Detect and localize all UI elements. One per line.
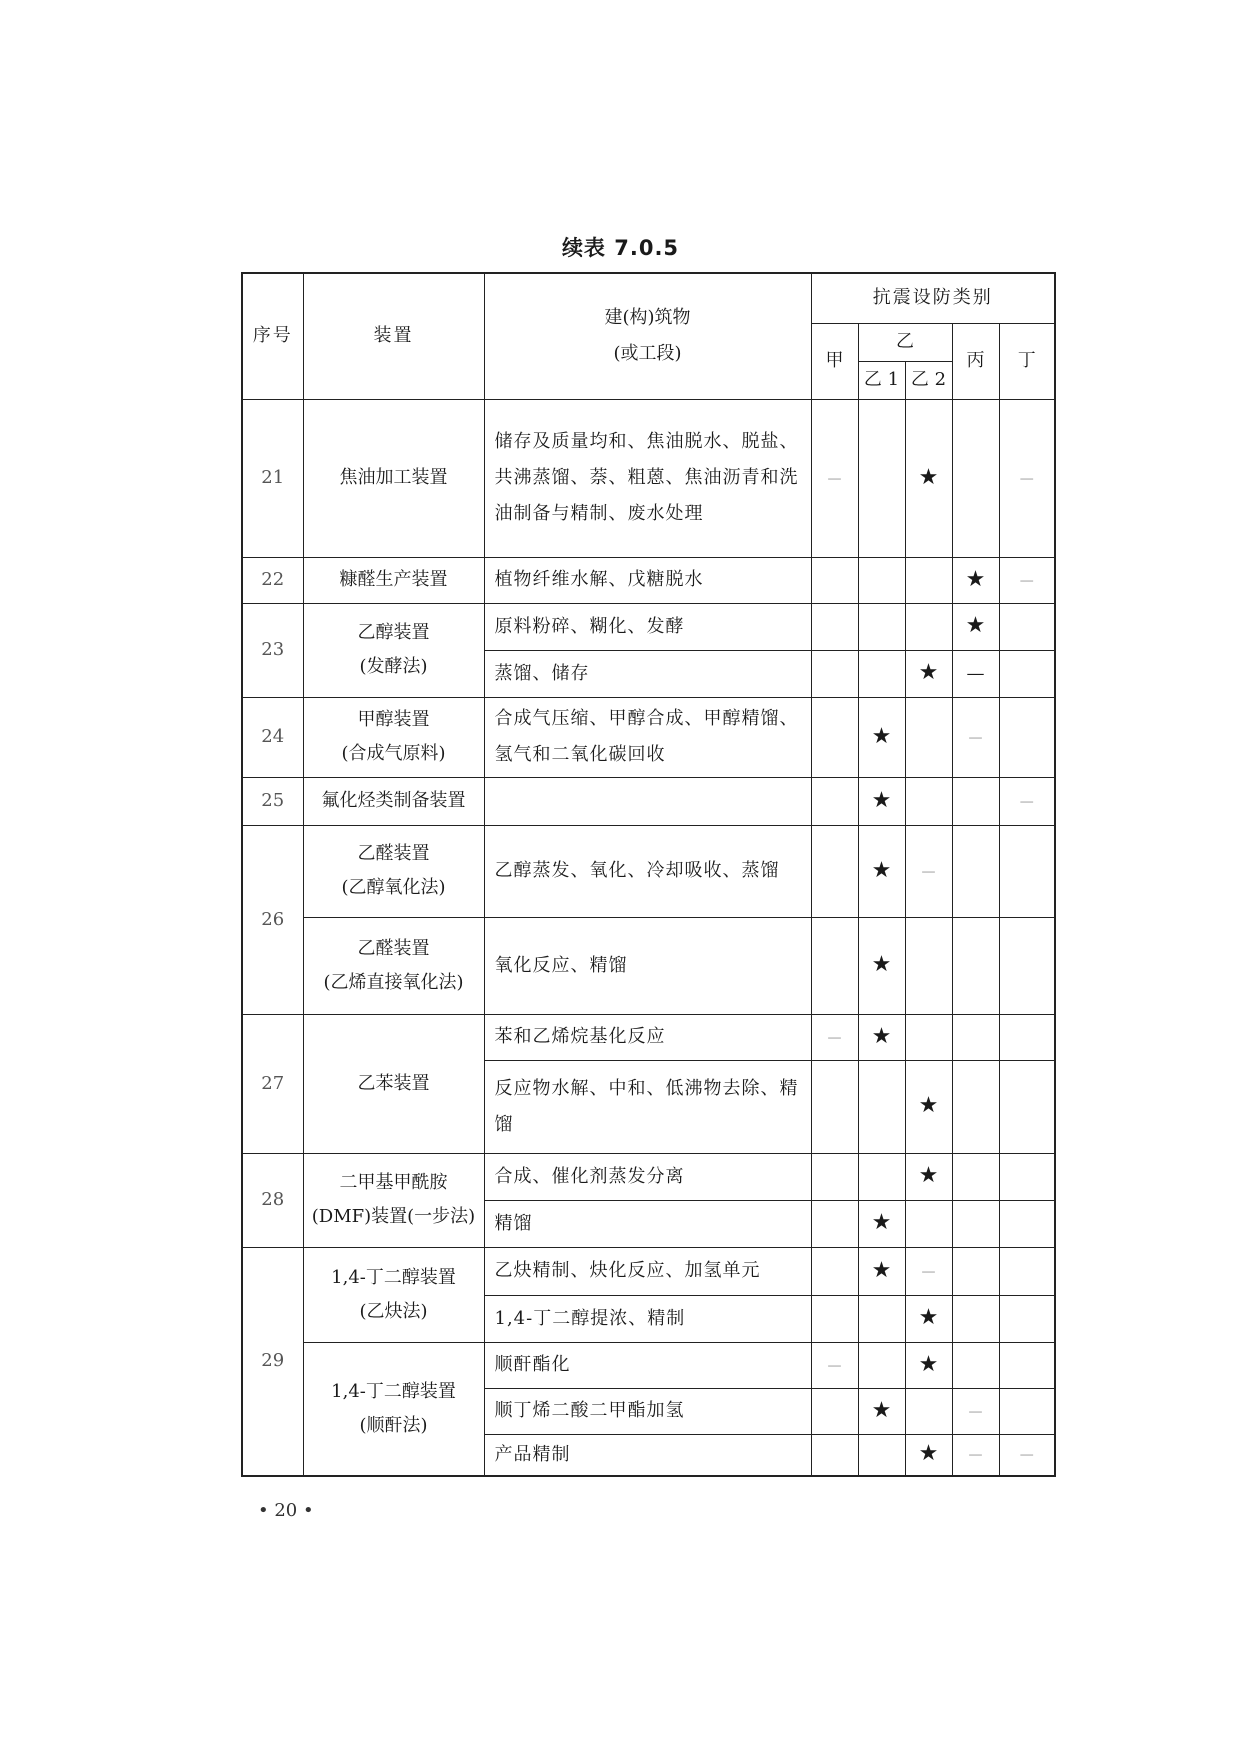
device-name: 糠醛生产装置 (303, 557, 484, 603)
cell-ding (999, 650, 1055, 697)
cell-yi2 (905, 1153, 952, 1200)
page-number: • 20 • (258, 1500, 314, 1521)
cell-yi1 (858, 825, 905, 917)
cell-bing (952, 1388, 999, 1434)
row-number: 26 (242, 825, 303, 1014)
facility-name: 蒸馏、储存 (484, 650, 811, 697)
header-seq: 序号 (242, 273, 303, 399)
device-name-line1: 1,4-丁二醇装置 (331, 1380, 456, 1402)
cell-yi2 (905, 1388, 952, 1434)
cell-bing (952, 917, 999, 1014)
row-number: 27 (242, 1014, 303, 1153)
facility-name: 储存及质量均和、焦油脱水、脱盐、共沸蒸馏、萘、粗蒽、焦油沥青和洗油制备与精制、废水处理 (484, 399, 811, 557)
cell-ding (999, 1153, 1055, 1200)
row-number: 28 (242, 1153, 303, 1247)
header-facility-line1: 建(构)筑物 (604, 307, 691, 329)
cell-jia (811, 1247, 858, 1295)
cell-bing (952, 1295, 999, 1342)
device-name: 焦油加工装置 (303, 399, 484, 557)
star-mark: ★ (871, 1023, 892, 1049)
cell-ding (999, 1014, 1055, 1060)
star-mark: ★ (918, 1351, 939, 1377)
table-title: 续表 7.0.5 (561, 236, 680, 260)
dash-mark: — (1019, 793, 1034, 810)
device-name-line1: 乙醛装置 (357, 843, 430, 864)
seismic-category-table (241, 272, 1056, 1477)
device-name-line1: 甲醇装置 (357, 709, 430, 730)
cell-yi2 (905, 825, 952, 917)
cell-ding (999, 399, 1055, 557)
cell-jia (811, 697, 858, 777)
device-name-line1: 1,4-丁二醇装置 (331, 1266, 456, 1288)
cell-jia (811, 1200, 858, 1247)
cell-ding (999, 1295, 1055, 1342)
device-name-line2: (乙炔法) (359, 1300, 428, 1322)
facility-name (484, 777, 811, 825)
device-name-line2: (乙醇氧化法) (341, 877, 446, 898)
header-facility-line2: (或工段) (613, 343, 682, 365)
device-name (303, 1153, 484, 1247)
cell-jia (811, 1388, 858, 1434)
cell-jia (811, 399, 858, 557)
dash-mark: — (966, 662, 985, 684)
device-name-line2: (DMF)装置(一步法) (311, 1206, 476, 1227)
cell-ding (999, 697, 1055, 777)
device-name-line1: 乙醛装置 (357, 937, 430, 959)
cell-yi1 (858, 1434, 905, 1476)
cell-yi2 (905, 650, 952, 697)
cell-yi1 (858, 1060, 905, 1153)
cell-jia (811, 777, 858, 825)
dash-mark: — (921, 863, 936, 880)
cell-yi2 (905, 1014, 952, 1060)
facility-name: 产品精制 (484, 1434, 811, 1476)
cell-ding (999, 1434, 1055, 1476)
cell-bing (952, 825, 999, 917)
facility-name: 原料粉碎、糊化、发酵 (484, 603, 811, 650)
cell-yi2 (905, 1434, 952, 1476)
dash-mark: — (968, 1403, 983, 1420)
facility-name: 合成、催化剂蒸发分离 (484, 1153, 811, 1200)
row-number: 22 (242, 557, 303, 603)
star-mark: ★ (871, 1210, 892, 1235)
star-mark: ★ (871, 857, 892, 883)
header-jia: 甲 (811, 323, 858, 399)
cell-jia (811, 1295, 858, 1342)
device-name (303, 1247, 484, 1342)
cell-jia (811, 557, 858, 603)
cell-jia (811, 650, 858, 697)
cell-yi1 (858, 1342, 905, 1388)
device-name-line2: (合成气原料) (341, 743, 446, 764)
cell-ding (999, 603, 1055, 650)
header-yi2: 乙 2 (905, 361, 952, 399)
facility-name: 苯和乙烯烷基化反应 (484, 1014, 811, 1060)
star-mark: ★ (918, 464, 939, 490)
row-number: 21 (242, 399, 303, 557)
device-name (303, 697, 484, 777)
cell-yi2 (905, 1060, 952, 1153)
facility-name: 氧化反应、精馏 (484, 917, 811, 1014)
cell-bing (952, 697, 999, 777)
device-name-line1: 乙醇装置 (357, 622, 430, 643)
cell-bing (952, 603, 999, 650)
facility-name: 乙醇蒸发、氧化、冷却吸收、蒸馏 (484, 825, 811, 917)
cell-bing (952, 399, 999, 557)
header-yi: 乙 (858, 323, 952, 361)
cell-yi1 (858, 917, 905, 1014)
cell-yi2 (905, 777, 952, 825)
cell-bing (952, 1153, 999, 1200)
star-mark: ★ (871, 1397, 892, 1423)
dash-mark: — (827, 1357, 842, 1374)
facility-name: 顺酐酯化 (484, 1342, 811, 1388)
facility-name: 植物纤维水解、戊糖脱水 (484, 557, 811, 603)
cell-bing (952, 1342, 999, 1388)
cell-ding (999, 777, 1055, 825)
cell-yi2 (905, 917, 952, 1014)
cell-yi2 (905, 1342, 952, 1388)
dash-mark: — (968, 1447, 983, 1464)
star-mark: ★ (918, 1441, 939, 1467)
cell-bing (952, 1434, 999, 1476)
cell-yi1 (858, 1247, 905, 1295)
facility-name: 1,4-丁二醇提浓、精制 (484, 1295, 811, 1342)
cell-yi2 (905, 1200, 952, 1247)
device-name (303, 825, 484, 917)
facility-name: 顺丁烯二酸二甲酯加氢 (484, 1388, 811, 1434)
header-yi1: 乙 1 (858, 361, 905, 399)
cell-jia (811, 1434, 858, 1476)
cell-ding (999, 557, 1055, 603)
cell-yi2 (905, 1295, 952, 1342)
header-ding: 丁 (999, 323, 1055, 399)
row-number: 23 (242, 603, 303, 697)
cell-yi1 (858, 650, 905, 697)
dash-mark: — (1019, 470, 1034, 487)
device-name-line2: (顺酐法) (359, 1414, 428, 1436)
row-number: 24 (242, 697, 303, 777)
star-mark: ★ (918, 660, 939, 685)
cell-bing (952, 1060, 999, 1153)
header-bing: 丙 (952, 323, 999, 399)
header-facility (484, 273, 811, 399)
cell-ding (999, 1060, 1055, 1153)
device-name (303, 1342, 484, 1476)
star-mark: ★ (871, 787, 892, 813)
cell-bing (952, 1200, 999, 1247)
star-mark: ★ (871, 952, 892, 977)
cell-yi1 (858, 399, 905, 557)
cell-yi2 (905, 1247, 952, 1295)
device-name-line2: (发酵法) (359, 656, 428, 677)
cell-jia (811, 1342, 858, 1388)
cell-jia (811, 603, 858, 650)
star-mark: ★ (871, 1257, 892, 1283)
device-name-line1: 二甲基甲酰胺 (339, 1172, 448, 1193)
device-name (303, 603, 484, 697)
facility-name: 精馏 (484, 1200, 811, 1247)
facility-name: 乙炔精制、炔化反应、加氢单元 (484, 1247, 811, 1295)
header-device: 装置 (303, 273, 484, 399)
cell-jia (811, 1060, 858, 1153)
cell-yi1 (858, 557, 905, 603)
cell-yi1 (858, 603, 905, 650)
cell-yi2 (905, 603, 952, 650)
cell-ding (999, 1342, 1055, 1388)
device-name (303, 917, 484, 1014)
cell-bing (952, 777, 999, 825)
dash-mark: — (921, 1263, 936, 1280)
cell-ding (999, 825, 1055, 917)
dash-mark: — (1019, 1447, 1034, 1464)
cell-bing (952, 1014, 999, 1060)
dash-mark: — (968, 729, 983, 746)
cell-yi1 (858, 777, 905, 825)
device-name: 乙苯装置 (303, 1014, 484, 1153)
cell-jia (811, 917, 858, 1014)
cell-yi2 (905, 697, 952, 777)
cell-bing (952, 1247, 999, 1295)
header-category: 抗震设防类别 (811, 273, 1055, 323)
cell-yi1 (858, 1014, 905, 1060)
facility-name: 反应物水解、中和、低沸物去除、精馏 (484, 1060, 811, 1153)
cell-ding (999, 1388, 1055, 1434)
star-mark: ★ (918, 1305, 939, 1330)
row-number: 25 (242, 777, 303, 825)
cell-yi2 (905, 399, 952, 557)
cell-yi1 (858, 1388, 905, 1434)
cell-ding (999, 917, 1055, 1014)
star-mark: ★ (965, 613, 986, 638)
star-mark: ★ (871, 723, 892, 749)
cell-ding (999, 1247, 1055, 1295)
cell-jia (811, 1153, 858, 1200)
device-name: 氟化烃类制备装置 (303, 777, 484, 825)
device-name-line2: (乙烯直接氧化法) (323, 971, 464, 993)
cell-bing (952, 557, 999, 603)
dash-mark: — (827, 470, 842, 487)
cell-jia (811, 825, 858, 917)
cell-yi2 (905, 557, 952, 603)
row-number: 29 (242, 1247, 303, 1476)
star-mark: ★ (918, 1093, 939, 1118)
cell-yi1 (858, 697, 905, 777)
cell-ding (999, 1200, 1055, 1247)
cell-bing (952, 650, 999, 697)
cell-yi1 (858, 1295, 905, 1342)
dash-mark: — (827, 1029, 842, 1046)
cell-yi1 (858, 1200, 905, 1247)
dash-mark: — (1019, 572, 1034, 589)
star-mark: ★ (918, 1163, 939, 1188)
cell-jia (811, 1014, 858, 1060)
facility-name: 合成气压缩、甲醇合成、甲醇精馏、氢气和二氧化碳回收 (484, 697, 811, 777)
star-mark: ★ (965, 566, 986, 592)
cell-yi1 (858, 1153, 905, 1200)
